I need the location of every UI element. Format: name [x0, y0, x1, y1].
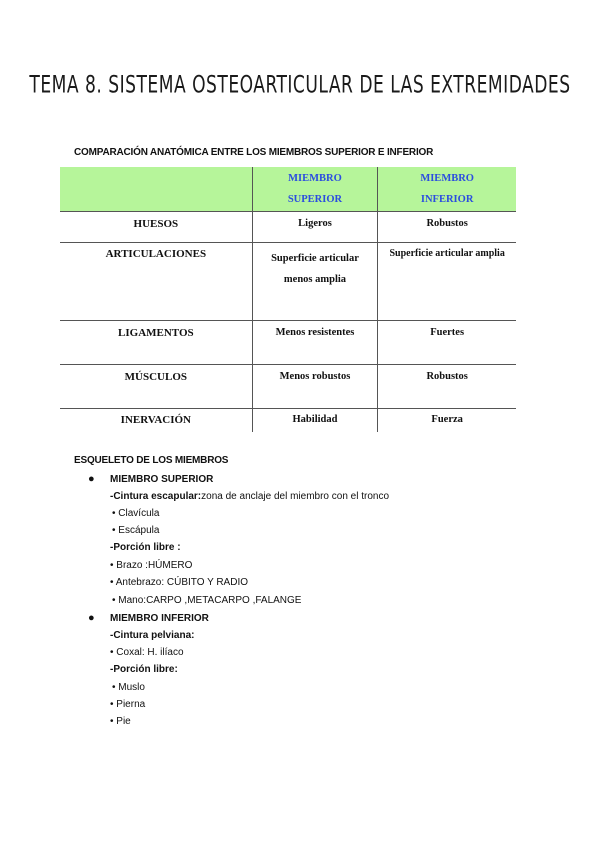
header-cell-inferior: [378, 167, 516, 212]
cell-superior-text: Superficie articular menos amplia: [271, 253, 359, 285]
list-item: • Coxal: H. ilíaco: [110, 647, 184, 658]
list-item: • Clavícula: [112, 508, 160, 519]
cell-inferior: Fuertes: [378, 321, 516, 365]
table-row: [60, 409, 516, 433]
bullet-icon: ●: [88, 473, 95, 485]
cell-inferior: Robustos: [378, 365, 516, 409]
inferior-title: MIEMBRO INFERIOR: [110, 613, 209, 624]
table-row: [60, 243, 516, 321]
row-label: INERVACIÓN: [120, 414, 191, 426]
header-cell-superior: [252, 167, 378, 212]
cell-inferior: Fuerza: [378, 409, 516, 433]
header-inferior-label: MIEMBRO INFERIOR: [420, 173, 474, 205]
list-item: • Brazo :HÚMERO: [110, 560, 193, 571]
list-item: • Antebrazo: CÚBITO Y RADIO: [110, 577, 249, 588]
row-label: LIGAMENTOS: [60, 321, 252, 365]
cell-inferior: Robustos: [378, 212, 516, 243]
superior-libre-label: -Porción libre :: [110, 542, 181, 553]
table-row: [60, 212, 516, 243]
table-row: [60, 321, 516, 365]
cell-superior: Menos resistentes: [252, 321, 378, 365]
inferior-cintura-label: -Cintura pelviana:: [110, 630, 195, 641]
list-item: • Escápula: [112, 525, 160, 536]
comparison-heading: COMPARACIÓN ANATÓMICA ENTRE LOS MIEMBROS SUPERIOR E INFERIOR: [74, 147, 434, 158]
header-cell-empty: [60, 167, 252, 212]
list-item: • Pie: [110, 716, 131, 727]
list-item: • Mano:CARPO ,METACARPO ,FALANGE: [112, 595, 302, 606]
cell-superior: Ligeros: [252, 212, 378, 243]
list-item: • Pierna: [110, 699, 146, 710]
bullet-icon: ●: [88, 612, 95, 624]
row-label: HUESOS: [60, 212, 252, 243]
superior-cintura: [110, 491, 389, 502]
superior-cintura-label: -Cintura escapular:: [110, 491, 202, 502]
cell-superior: [252, 243, 378, 321]
row-label: ARTICULACIONES: [60, 243, 252, 321]
inferior-libre-label: -Porción libre:: [110, 664, 178, 675]
superior-cintura-text: zona de anclaje del miembro con el tronco: [201, 491, 390, 502]
cell-superior: Menos robustos: [252, 365, 378, 409]
superior-title: MIEMBRO SUPERIOR: [110, 474, 214, 485]
list-item: • Muslo: [112, 682, 145, 693]
cell-inferior: Superficie articular amplia: [378, 243, 516, 321]
table-header-row: [60, 167, 516, 212]
table-row: [60, 365, 516, 409]
row-label: MÚSCULOS: [60, 365, 252, 409]
page-title: TEMA 8. SISTEMA OSTEOARTICULAR DE LAS EXTREMIDADES: [29, 71, 571, 99]
comparison-table: [60, 167, 516, 432]
skeleton-heading: ESQUELETO DE LOS MIEMBROS: [74, 455, 229, 466]
cell-superior: Habilidad: [252, 409, 378, 433]
header-superior-label: MIEMBRO SUPERIOR: [287, 173, 343, 205]
